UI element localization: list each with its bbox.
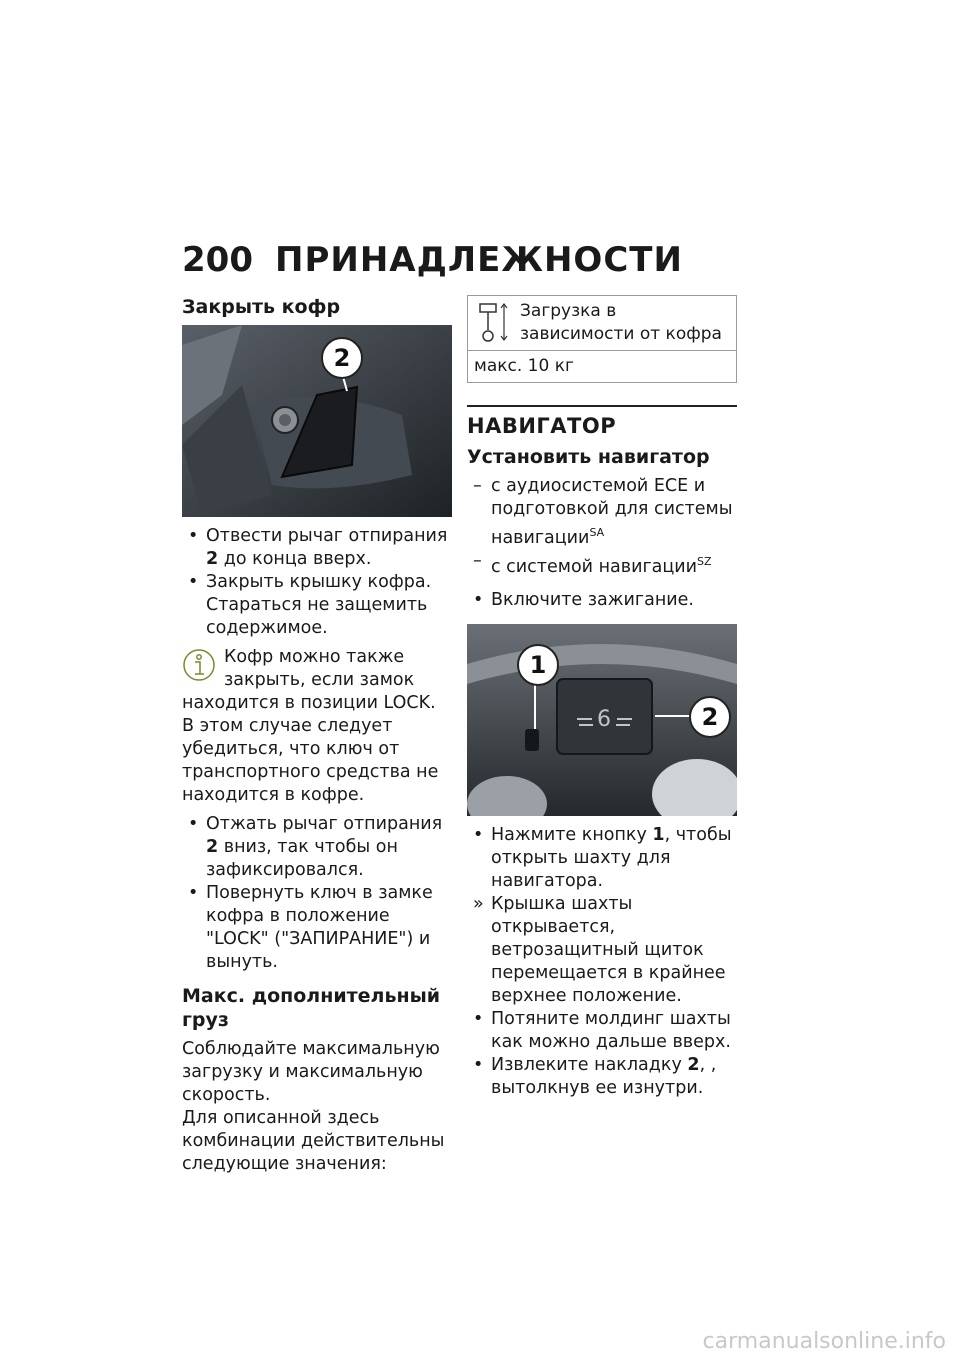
load-weight-icon: [474, 300, 514, 346]
option-code: SA: [589, 526, 605, 539]
condition-text: с аудиосистемой ECE и подготовкой для системы навигации: [491, 476, 733, 548]
bullet-item: [182, 525, 452, 571]
bullet-item: [182, 571, 452, 640]
bullet-text: Включите зажигание.: [491, 589, 694, 610]
bullet-marker: •: [473, 1008, 484, 1029]
case-lock-photo: [182, 325, 452, 517]
bullet-marker: •: [473, 589, 484, 610]
bullet-marker: •: [473, 824, 484, 845]
page-number: 200: [182, 240, 253, 280]
bullet-marker: •: [188, 814, 199, 834]
step-text: Нажмите кнопку: [491, 824, 653, 845]
ref-number: 2: [206, 549, 219, 569]
ref-number: 2: [206, 837, 219, 857]
figure-callout-2: 2: [689, 696, 731, 738]
info-icon: [182, 648, 216, 682]
footer-watermark: carmanualsonline.info: [702, 1329, 946, 1354]
bullet-text: Отжать рычаг отпирания: [206, 814, 443, 834]
bullet-marker: •: [188, 572, 199, 592]
section-title-navigator: НАВИГАТОР: [467, 414, 617, 438]
bullet-text: до конца вверх.: [218, 549, 372, 569]
result-text: Крышка шахты открывается, ветрозащитный щиток перемещается в крайнее верхнее положение.: [491, 893, 726, 1006]
step-text: , чтобы открыть шахту для навигатора.: [491, 824, 732, 891]
step-item: [467, 824, 737, 893]
ref-number: 2: [687, 1054, 700, 1075]
step-text: , , вытолкнув ее изнутри.: [491, 1054, 717, 1098]
bullet-text: Повернуть ключ в замке кофра в положение "LOCK" ("ЗАПИРАНИЕ") и вынуть.: [206, 883, 433, 972]
load-table-value-cell: [468, 351, 737, 383]
load-table-label-cell: [468, 296, 737, 351]
figure-callout-1: 1: [517, 644, 559, 686]
bullet-item: [182, 813, 452, 882]
load-table: [467, 295, 737, 383]
subsection-title-max-load: Макс. дополнительный груз: [182, 985, 441, 1031]
info-note: [182, 646, 452, 807]
option-code: SZ: [697, 554, 712, 568]
bullet-text: вниз, так чтобы он зафиксировался.: [206, 837, 398, 880]
paragraph: Для описанной здесь комбинации действительны следующие значения:: [182, 1108, 445, 1174]
bullet-marker: •: [188, 526, 199, 546]
navigator-dashboard-photo: [467, 624, 737, 816]
section-title-close-case: Закрыть кофр: [182, 296, 341, 318]
case-lock-illustration: [182, 325, 452, 517]
svg-text:6: 6: [597, 706, 611, 732]
step-text: Извлеките накладку: [491, 1054, 688, 1075]
load-table-label: Загрузка в зависимости от кофра: [520, 301, 722, 344]
bullet-marker: •: [473, 1054, 484, 1075]
dash-marker: –: [473, 476, 482, 496]
step-item: [467, 1008, 737, 1054]
ref-number: 1: [652, 824, 665, 845]
condition-item: [467, 475, 737, 550]
bullet-item: [182, 882, 452, 974]
load-table-value: макс. 10 кг: [474, 356, 574, 376]
left-column: [182, 295, 452, 1176]
condition-item: [467, 550, 737, 579]
dash-marker: –: [473, 550, 482, 571]
bullet-text: Отвести рычаг отпирания: [206, 526, 448, 546]
note-text: Кофр можно также закрыть, если замок находится в позиции LOCK. В этом случае следует убедиться, что ключ от транспортного средства не находится в кофре.: [182, 647, 439, 805]
paragraph: Соблюдайте максимальную загрузку и максимальную скорость.: [182, 1039, 440, 1105]
bullet-item: [467, 589, 737, 612]
step-item: [467, 1054, 737, 1100]
condition-text: с системой навигации: [491, 556, 698, 577]
chapter-title: ПРИНАДЛЕЖНОСТИ: [275, 240, 683, 280]
result-marker: »: [473, 893, 484, 914]
subsection-title-install-navigator: Установить навигатор: [467, 446, 710, 468]
bullet-text: Закрыть крышку кофра. Стараться не защемить содержимое.: [206, 572, 432, 638]
bullet-marker: •: [188, 883, 199, 903]
result-item: [467, 893, 737, 1008]
right-column: [467, 295, 737, 1100]
figure-callout-2: 2: [321, 337, 363, 379]
step-text: Потяните молдинг шахты как можно дальше вверх.: [491, 1008, 731, 1052]
